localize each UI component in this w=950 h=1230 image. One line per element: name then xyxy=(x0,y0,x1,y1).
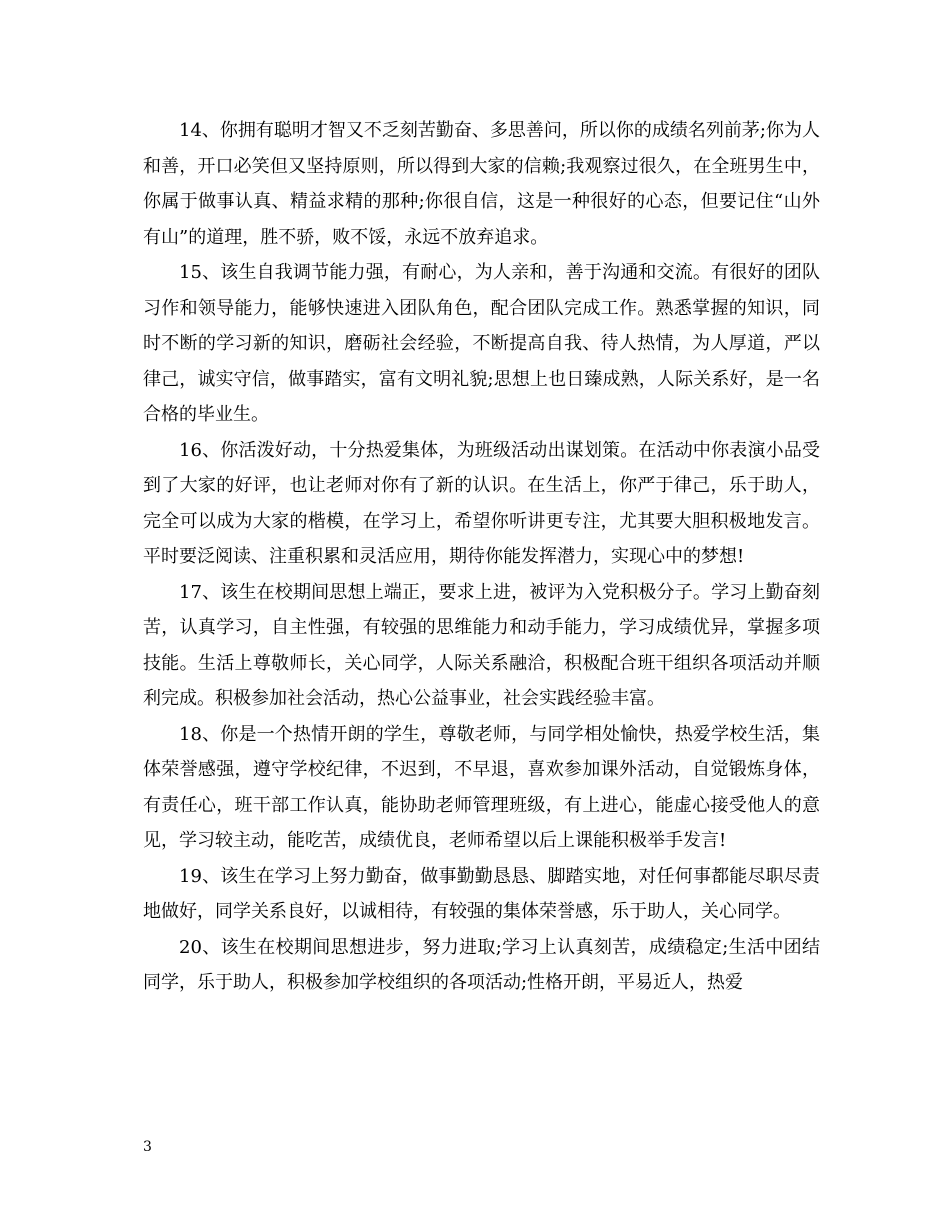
paragraph-17: 17、该生在校期间思想上端正，要求上进，被评为入党积极分子。学习上勤奋刻苦，认真学习，自主性强，有较强的思维能力和动手能力，学习成绩优异，掌握多项技能。生活上尊敬师长，关心同学，人际关系融洽，积极配合班干组织各项活动并顺利完成。积极参加社会活动，热心公益事业，社会实践经验丰富。 xyxy=(143,581,820,709)
page-number: 3 xyxy=(143,1139,152,1155)
paragraph-18: 18、你是一个热情开朗的学生，尊敬老师，与同学相处愉快，热爱学校生活，集体荣誉感强，遵守学校纪律，不迟到，不早退，喜欢参加课外活动，自觉锻炼身体，有责任心，班干部工作认真，能协助老师管理班级，有上进心，能虚心接受他人的意见，学习较主动，能吃苦，成绩优良，老师希望以后上课能积极举手发言! xyxy=(143,723,820,851)
paragraph-19: 19、该生在学习上努力勤奋，做事勤勤恳恳、脚踏实地，对任何事都能尽职尽责地做好，同学关系良好，以诚相待，有较强的集体荣誉感，乐于助人，关心同学。 xyxy=(143,865,820,922)
paragraph-16: 16、你活泼好动，十分热爱集体，为班级活动出谋划策。在活动中你表演小品受到了大家的好评，也让老师对你有了新的认识。在生活上，你严于律己，乐于助人，完全可以成为大家的楷模，在学习上，希望你听讲更专注，尤其要大胆积极地发言。平时要泛阅读、注重积累和灵活应用，期待你能发挥潜力，实现心中的梦想! xyxy=(143,439,820,567)
paragraph-20: 20、该生在校期间思想进步，努力进取;学习上认真刻苦，成绩稳定;生活中团结同学，乐于助人，积极参加学校组织的各项活动;性格开朗，平易近人，热爱 xyxy=(143,936,820,993)
paragraph-14: 14、你拥有聪明才智又不乏刻苦勤奋、多思善问，所以你的成绩名列前茅;你为人和善，开口必笑但又坚持原则，所以得到大家的信赖;我观察过很久，在全班男生中，你属于做事认真、精益求精的那种;你很自信，这是一种很好的心态，但要记住“山外有山”的道理，胜不骄，败不馁，永远不放弃追求。 xyxy=(143,120,820,248)
paragraph-15: 15、该生自我调节能力强，有耐心，为人亲和，善于沟通和交流。有很好的团队习作和领导能力，能够快速进入团队角色，配合团队完成工作。熟悉掌握的知识，同时不断的学习新的知识，磨砺社会经验，不断提高自我、待人热情，为人厚道，严以律己，诚实守信，做事踏实，富有文明礼貌;思想上也日臻成熟，人际关系好，是一名合格的毕业生。 xyxy=(143,262,820,425)
document-body xyxy=(143,113,820,1001)
